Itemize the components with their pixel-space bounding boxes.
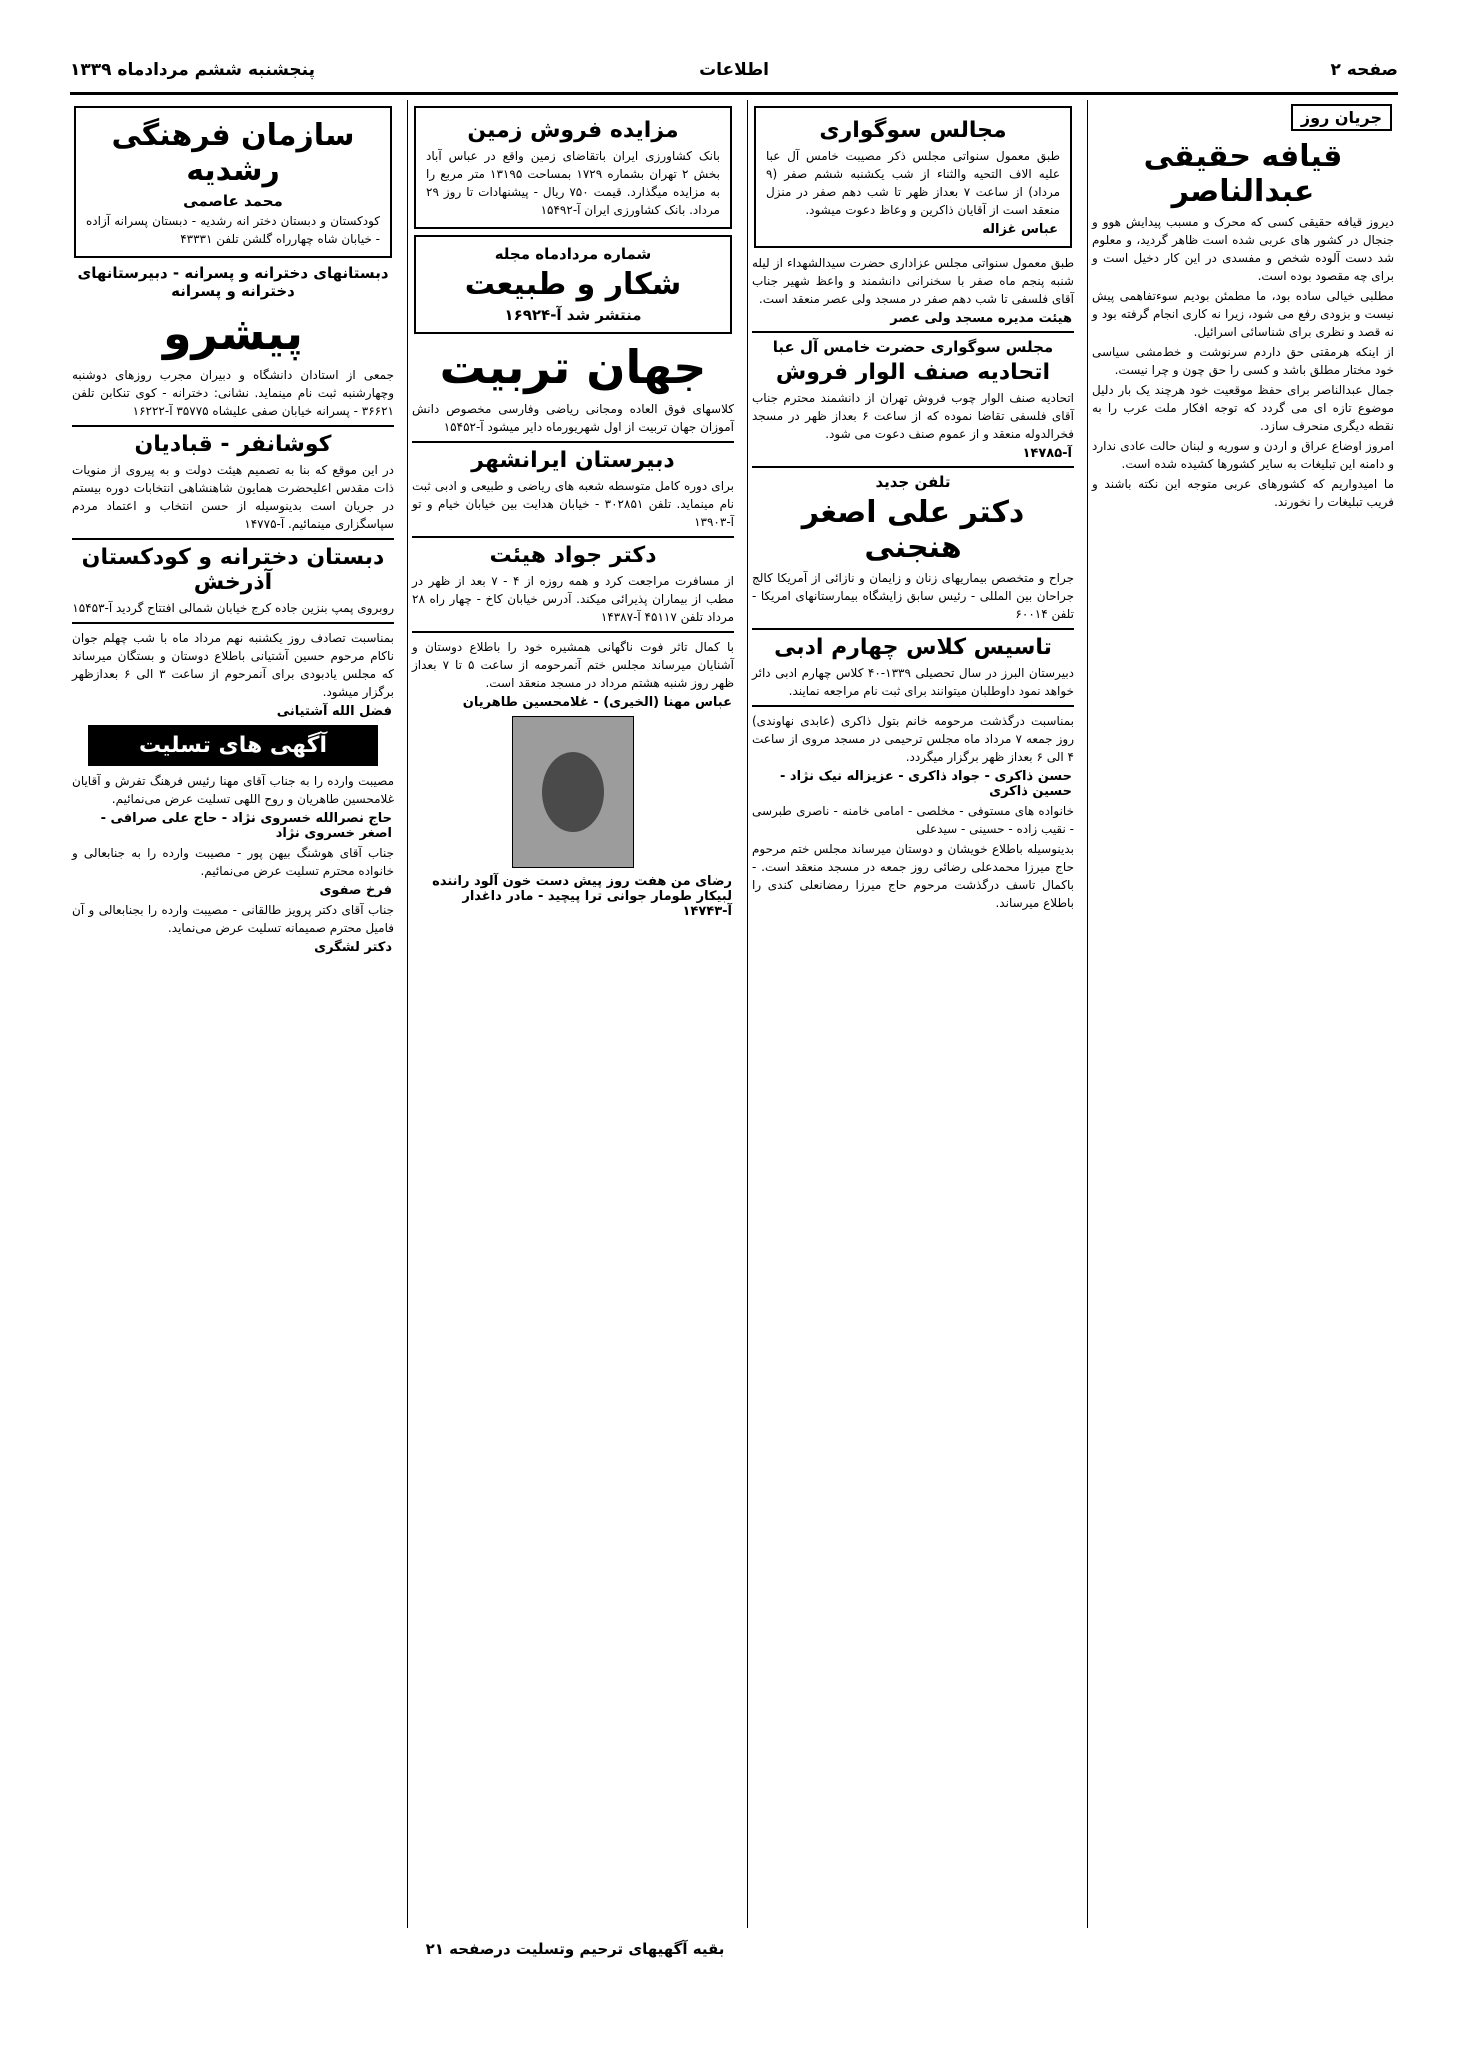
ad-text: روبروی پمپ بنزین جاده کرج خیابان شمالی افتتاح گردید آ-۱۵۴۵۳ xyxy=(72,601,394,615)
ad-text: طبق معمول سنواتی مجلس ذکر مصیبت خامس آل عبا علیه الاف التحیه والثناء از شب یکشنبه ششم صفر (۹ مرداد) از ساعت ۷ بعداز ظهر تا شب دهم صفر در منزل منعقد است از آقایان ذاکرین و وعاظ دعوت میشود. xyxy=(766,149,1060,217)
editorial-paragraph: جمال عبدالناصر برای حفظ موقعیت خود هرچند یک بار دلیل موضوع تازه ای می گردد که توجه افکار ملت عرب را به نقطه دیگری منحرف سازد. xyxy=(1092,383,1394,433)
cultural-org-ad xyxy=(74,106,392,258)
ad-text: جناب آقای دکتر پرویز طالقانی - مصیبت وارده را بجنابعالی و آن فامیل محترم صمیمانه تسلیت عرض می‌نماید. xyxy=(72,903,394,935)
ad-title: دبستان دخترانه و کودکستان آذرخش xyxy=(81,545,385,595)
ad-text: بدینوسیله باطلاع خویشان و دوستان میرساند مجلس ختم مرحوم حاج میرزا محمدعلی رضائی روز جمعه در مسجد منعقد است. - باکمال تاسف درگذشت مرحوم حاج میرزا رمضانعلی کندی را باطلاع میرساند. xyxy=(752,842,1074,910)
ad-title: اتحادیه صنف الوار فروش xyxy=(775,360,1051,385)
continued-note: بقیه آگهیهای ترحیم وتسلیت درصفحه ۲۱ xyxy=(425,1940,725,1958)
ad-text: دبیرستان البرز در سال تحصیلی ۱۳۳۹-۴۰ کلاس چهارم ادبی دائر خواهد نمود داوطلبان میتوانند برای ثبت نام مراجعه نمایند. xyxy=(752,666,1074,698)
ad-subtitle: دبستانهای دخترانه و پسرانه - دبیرستانهای دخترانه و پسرانه xyxy=(77,264,389,300)
ad-title: مزایده فروش زمین xyxy=(467,118,679,143)
ad-text: با کمال تاثر فوت ناگهانی همشیره خود را باطلاع دوستان و آشنایان میرساند مجلس ختم آنمرحومه از ساعت ۵ تا ۷ بعداز ظهر روز شنبه هشتم مرداد در مسجد منعقد است. xyxy=(412,640,735,690)
ad-title: تاسیس کلاس چهارم ادبی xyxy=(774,635,1052,660)
ad-text: از مسافرت مراجعت کرد و همه روزه از ۴ - ۷ بعد از ظهر در مطب از بیماران پذیرائی میکند. آدرس خیابان کاخ - چهار راه ۲۸ مرداد تلفن ۴۵۱۱۷ آ-۱۴۳۸۷ xyxy=(412,574,735,624)
divider xyxy=(412,631,734,633)
ad-text: اتحادیه صنف الوار چوب فروش تهران از دانشمند محترم جناب آقای فلسفی تقاضا نموده که از ساعت ۶ بعداز ظهر در مسجد فخرالدوله منعقد و از عموم صنف دعوت می شود. xyxy=(752,391,1074,441)
ad-signature: فضل الله آشتیانی xyxy=(276,704,392,719)
magazine-name: شکار و طبیعت xyxy=(464,267,682,302)
masthead xyxy=(70,52,1398,95)
ad-title: دکتر علی اصغر هنجنی xyxy=(801,495,1025,565)
ad-text: طبق معمول سنواتی مجلس عزاداری حضرت سیدالشهداء از لیله شنبه پنجم ماه صفر با سخنرانی دانشمند و واعظ شهیر جناب آقای فلسفی تا شب دهم صفر در مسجد ولی عصر منعقد است. xyxy=(752,256,1074,306)
ad-text: جمعی از استادان دانشگاه و دبیران مجرب روزهای دوشنبه وچهارشنبه ثبت نام مینماید. نشانی: دخترانه - کوی تنکابن تلفن ۳۶۶۲۱ - پسرانه خیابان صفی علیشاه ۳۵۷۷۵ آ-۱۶۲۲۲ xyxy=(72,368,394,418)
divider xyxy=(752,628,1074,630)
ad-signature: عباس مهنا (الخیری) - غلامحسین طاهریان xyxy=(462,695,732,710)
left-column xyxy=(68,100,398,1928)
ad-text: برای دوره کامل متوسطه شعبه های ریاضی و طبیعی و ادبی ثبت نام مینماید. تلفن ۳۰۲۸۵۱ - خیابان هدایت بین خیابان خیام و تو آ-۱۳۹۰۳ xyxy=(412,479,734,529)
ad-title: کوشانفر - قبادیان xyxy=(134,432,332,457)
ad-signature: فرخ صفوی xyxy=(319,883,392,898)
ad-title: دکتر جواد هیئت xyxy=(489,543,657,568)
divider xyxy=(752,705,1074,707)
ad-title: دبیرستان ایرانشهر xyxy=(471,448,675,473)
ad-text: کلاسهای فوق العاده ومجانی ریاضی وفارسی مخصوص دانش آموزان جهان تربیت از اول شهریورماه دایر میشود آ-۱۵۴۵۲ xyxy=(412,402,734,434)
divider xyxy=(752,331,1074,333)
ad-subtitle: تلفن جدید xyxy=(875,473,951,491)
ad-signature: دکتر لشگری xyxy=(314,940,392,955)
editorial-title: قیافه حقیقی عبدالناصر xyxy=(1143,139,1343,209)
magazine-ad xyxy=(414,235,732,334)
school-name: پیشرو xyxy=(162,306,304,360)
ad-subtitle: مجلس سوگواری حضرت خامس آل عبا xyxy=(772,338,1054,356)
ad-signature: رضای من هفت روز پیش دست خون آلود راننده لبیکار طومار جوانی ترا پیچید - مادر داغدار آ-۱۴۷۴۳ xyxy=(432,874,732,919)
editorial-paragraph: امروز اوضاع عراق و اردن و سوریه و لبنان حالت عادی ندارد و دامنه این تبلیغات به سایر کشورها کشیده شده است. xyxy=(1092,439,1394,471)
divider xyxy=(72,425,394,427)
ad-title: سازمان فرهنگی رشدیه xyxy=(111,118,355,188)
ad-title: مجالس سوگواری xyxy=(819,118,1007,143)
divider xyxy=(72,538,394,540)
notices-column xyxy=(747,100,1078,1928)
divider xyxy=(412,536,734,538)
school-name: جهان تربیت xyxy=(439,340,707,394)
ad-subtitle: منتشر شد آ-۱۶۹۲۴ xyxy=(504,306,642,324)
ad-text: جناب آقای هوشنگ بیهن پور - مصیبت وارده را به جنابعالی و خانواده محترم تسلیت عرض می‌نمائیم. xyxy=(72,846,394,878)
ad-text: بمناسبت درگذشت مرحومه خانم بتول ذاکری (عابدی نهاوندی) روز جمعه ۷ مرداد ماه مجلس ترحیمی در مسجد مروی از ساعت ۴ الی ۶ بعداز ظهر برگزار میگردد. xyxy=(752,714,1074,764)
ad-text: در این موقع که بنا به تصمیم هیئت دولت و به پیروی از منویات ذات مقدس اعلیحضرت همایون شاهنشاهی انتخابات دوره بیستم در جریان است بدینوسیله از حسن انتخاب و اعتماد مردم سپاسگزاری مینمائیم. آ-۱۴۷۷۵ xyxy=(72,463,394,531)
ad-signature: حسن ذاکری - جواد ذاکری - عزیزاله نیک نژاد - حسین ذاکری xyxy=(780,769,1072,799)
ad-text: بمناسبت تصادف روز یکشنبه نهم مرداد ماه با شب چهلم جوان ناکام مرحوم حسین آشتیانی باطلاع دوستان و بستگان میرساند که مجلس یادبودی برای آنمرحوم از ساعت ۳ الی ۶ بعدازظهر برگزار میشود. xyxy=(72,631,394,699)
center-column xyxy=(407,100,738,1928)
editorial-paragraph: از اینکه هرمقتی حق داردم سرنوشت و خط‌مشی سیاسی خود مختار مطلق باشد و کسی را حق چون و چرا نیست. xyxy=(1092,345,1394,377)
ad-text: مصیبت وارده را به جناب آقای مهنا رئیس فرهنگ تفرش و آقایان غلامحسین طاهریان و روح اللهی تسلیت عرض می‌نمائیم. xyxy=(72,774,394,806)
ad-subtitle: شماره مردادماه مجله xyxy=(494,245,652,263)
divider xyxy=(72,622,394,624)
page-number: صفحه ۲ xyxy=(1330,60,1398,80)
mourning-ad xyxy=(754,106,1072,248)
auction-ad xyxy=(414,106,732,229)
portrait-face xyxy=(542,752,604,832)
ad-text: کودکستان و دبستان دختر انه رشدیه - دبستان پسرانه آزاده - خیابان شاه چهارراه گلشن تلفن ۴۳۳۳۱ xyxy=(86,214,380,246)
editorial-paragraph: دیروز قیافه حقیقی کسی که محرک و مسبب پیدایش هوو و جنجال در کشور های عربی شده است ظاهر گردید، و معلوم شد دست آلوده شخص و مفسدی در این کار دخیل است و برای چه مقصود بوده است. xyxy=(1092,215,1394,283)
ad-signature: عباس غزاله xyxy=(982,222,1058,237)
portrait-photo xyxy=(512,716,634,868)
ad-signature: آ-۱۴۷۸۵ xyxy=(1022,446,1072,461)
ad-text: جراح و متخصص بیماریهای زنان و زایمان و نازائی از آمریکا کالج جراحان بین المللی - رئیس سابق زایشگاه بیمارستانهای امریکا - تلفن ۶۰۰۱۴ xyxy=(752,571,1074,621)
divider xyxy=(412,441,734,443)
newspaper-name: اطلاعات xyxy=(699,60,769,80)
ad-text: خانواده های مستوفی - مخلصی - امامی خامنه - ناصری طبرسی - نقیب زاده - حسینی - سیدعلی xyxy=(752,804,1074,836)
ad-signature: حاج نصرالله خسروی نژاد - حاج علی صرافی - اصغر خسروی نژاد xyxy=(100,811,392,841)
editorial-column xyxy=(1087,100,1398,1928)
issue-date: پنجشنبه ششم مردادماه ۱۳۳۹ xyxy=(70,60,316,80)
editorial-paragraph: مطلبی خیالی ساده بود، ما مطمئن بودیم سوءتفاهمی پیش نیست و بزودی رفع می شود، زیرا نه کاری انجام گرفته بود و نه قصد و نظری برای شناسائی اسرائیل. xyxy=(1092,289,1394,339)
ad-subtitle: محمد عاصمی xyxy=(183,192,283,210)
condolence-banner: آگهی های تسلیت xyxy=(88,725,378,766)
ad-signature: هیئت مدیره مسجد ولی عصر xyxy=(890,311,1072,326)
editorial-paragraph: ما امیدواریم که کشورهای عربی متوجه این نکته باشند و فریب تبلیغات را نخورند. xyxy=(1092,477,1394,509)
section-tag: جریان روز xyxy=(1291,104,1392,131)
divider xyxy=(752,466,1074,468)
ad-text: بانک کشاورزی ایران باتقاضای زمین واقع در عباس آباد بخش ۲ تهران بشماره ۱۷۲۹ بمساحت ۱۳۱۹۵ متر مربع را به مزایده میگذارد. قیمت ۷۵۰ ریال - پیشنهادات تا روز ۲۹ مرداد. بانک کشاورزی ایران آ-۱۵۴۹۲ xyxy=(426,149,720,217)
